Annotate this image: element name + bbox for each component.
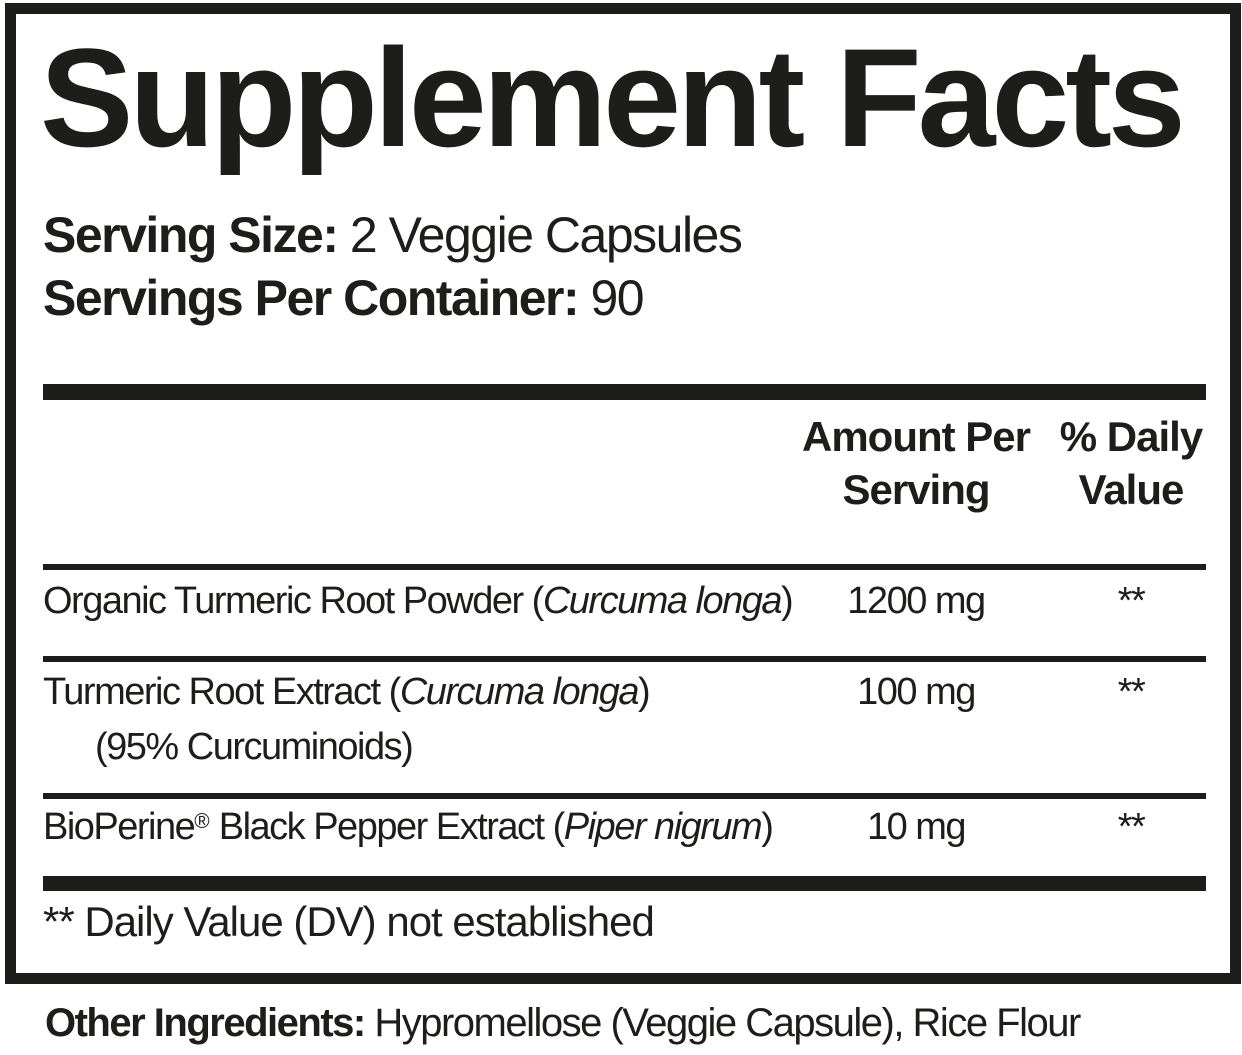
ingredient-daily-value: ** — [1117, 671, 1145, 713]
servings-per-container-line — [43, 270, 643, 328]
serving-size-line — [43, 207, 741, 265]
separator-rule-thin — [43, 656, 1206, 662]
ingredient-amount: 1200 mg — [847, 580, 985, 622]
ingredient-name — [43, 665, 776, 775]
daily-value-footnote: ** Daily Value (DV) not established — [43, 898, 654, 945]
separator-rule-thin — [43, 564, 1206, 570]
ingredient-name-close: ) — [638, 671, 650, 713]
ingredient-latin-name: Piper nigrum — [563, 806, 762, 848]
daily-value-header-line2: Value — [1078, 466, 1184, 513]
ingredient-name-text: Organic Turmeric Root Powder ( — [43, 580, 543, 622]
other-ingredients-label: Other Ingredients: — [45, 1001, 365, 1045]
amount-per-serving-header — [776, 410, 1056, 516]
ingredient-latin-name: Curcuma longa — [542, 580, 782, 622]
ingredient-name-line1 — [43, 665, 776, 720]
separator-rule-thin — [43, 793, 1206, 799]
ingredient-latin-name: Curcuma longa — [399, 671, 639, 713]
amount-header-line2: Serving — [842, 466, 990, 513]
ingredient-name-text: Black Pepper Extract ( — [209, 806, 564, 848]
supplement-facts-panel — [5, 3, 1241, 984]
ingredient-amount: 100 mg — [857, 671, 975, 713]
serving-size-label: Serving Size: — [43, 207, 338, 263]
ingredient-name — [43, 574, 793, 629]
ingredient-row-turmeric-extract — [43, 665, 1206, 775]
table-header-row — [43, 410, 1206, 516]
servings-per-container-value: 90 — [578, 270, 644, 326]
ingredient-amount: 10 mg — [866, 806, 966, 848]
ingredient-daily-value: ** — [1117, 580, 1145, 622]
ingredient-daily-value: ** — [1117, 806, 1145, 848]
supplement-facts-title: Supplement Facts — [40, 19, 1182, 176]
ingredient-name-line2: (95% Curcuminoids) — [95, 726, 413, 768]
amount-header-line1: Amount Per — [801, 413, 1030, 460]
serving-size-value: 2 Veggie Capsules — [337, 207, 742, 263]
servings-per-container-label: Servings Per Container: — [43, 270, 579, 326]
ingredient-name-close: ) — [781, 580, 793, 622]
ingredient-name-text: Turmeric Root Extract ( — [43, 671, 400, 713]
registered-trademark-symbol: ® — [194, 809, 210, 833]
daily-value-header-line1: % Daily — [1059, 413, 1203, 460]
other-ingredients-value: Hypromellose (Veggie Capsule), Rice Flour — [364, 1001, 1080, 1045]
ingredient-name-text: BioPerine — [43, 806, 195, 848]
ingredient-row-turmeric-powder — [43, 574, 1206, 629]
daily-value-header — [1056, 410, 1206, 516]
ingredient-row-black-pepper — [43, 800, 1206, 860]
separator-bar-thick-top — [43, 384, 1206, 400]
separator-bar-thick-bottom — [43, 876, 1206, 891]
ingredient-name — [43, 800, 776, 860]
ingredient-name-close: ) — [761, 806, 773, 848]
other-ingredients-line — [45, 1001, 1080, 1046]
